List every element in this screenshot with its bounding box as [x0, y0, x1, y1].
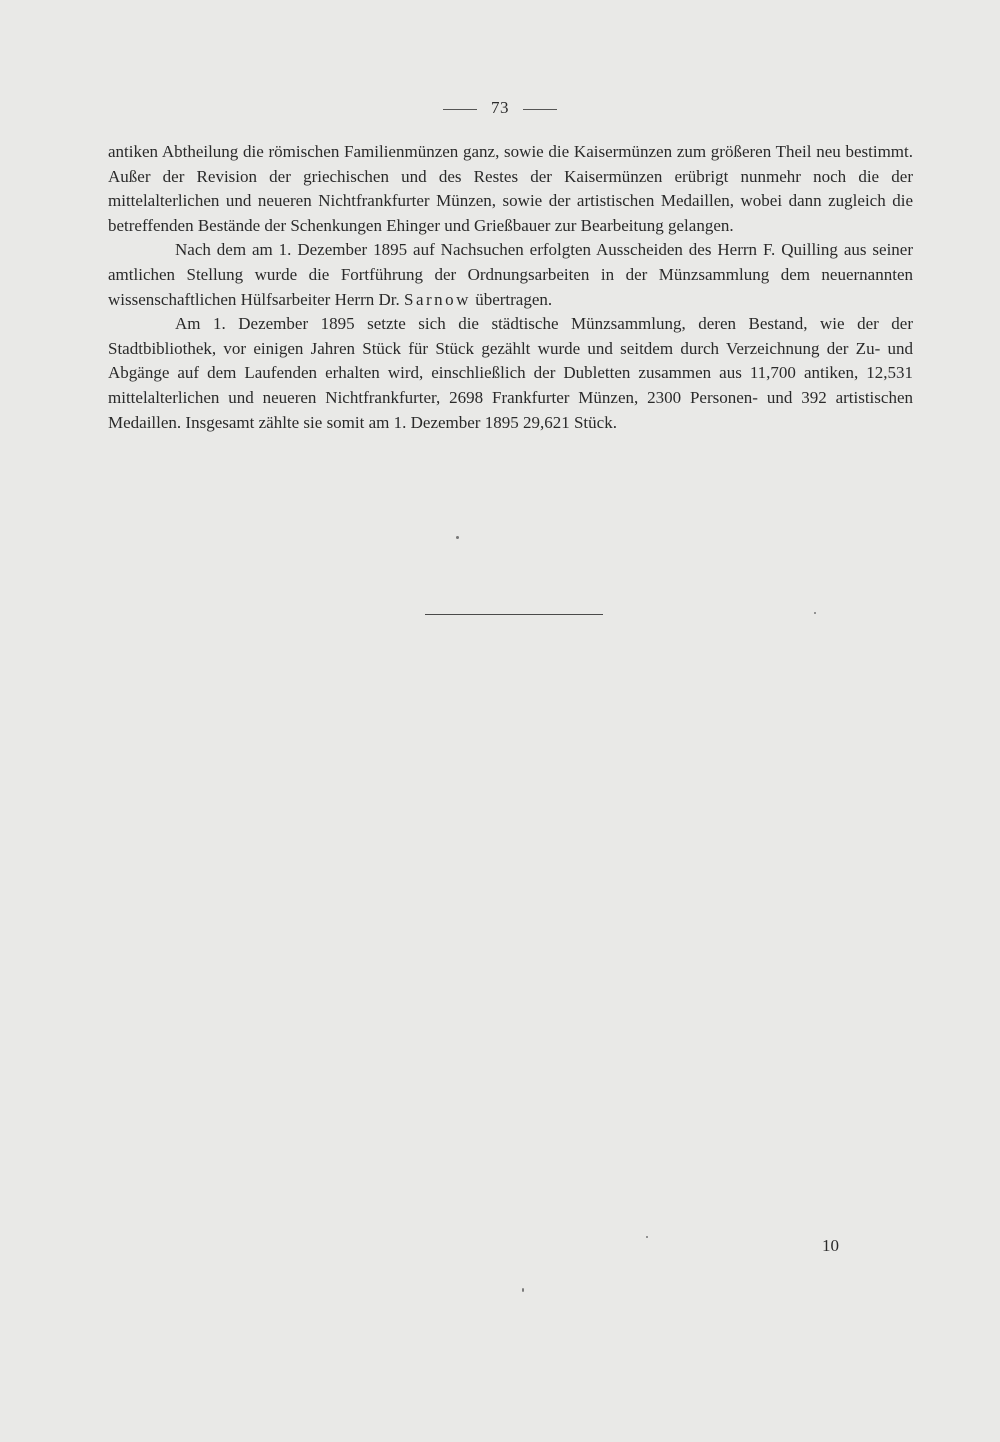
print-speck	[522, 1288, 524, 1292]
paragraph-1	[108, 140, 913, 238]
paragraph-2-text-end: übertragen.	[470, 289, 553, 309]
header-rule-left	[443, 109, 477, 110]
paragraph-1-text: antiken Abtheilung die römischen Familienmünzen ganz, sowie die Kaisermünzen zum größeren Theil neu bestimmt. Außer der Revision der griechischen und des Restes der Kaisermünzen erübrigt nunmehr noch die der mittelalterlichen und neueren Nichtfrankfurter Münzen, sowie der artistischen Medaillen, wobei dann zugleich die betreffenden Bestände der Schenkungen Ehinger und Grießbauer zur Bearbeitung gelangen.	[108, 142, 913, 235]
print-speck	[456, 536, 459, 539]
print-speck	[814, 612, 816, 614]
paragraph-3	[108, 312, 913, 435]
header-rule-right	[523, 109, 557, 110]
section-end-rule	[425, 614, 603, 615]
body-text	[108, 140, 913, 435]
paragraph-3-text: Am 1. Dezember 1895 setzte sich die städtische Münzsammlung, deren Bestand, wie der der Stadtbibliothek, vor einigen Jahren Stück für Stück gezählt wurde und seitdem durch Verzeichnung der Zu- und Abgänge auf dem Laufenden erhalten wird, einschließlich der Dubletten zusammen aus 11,700 antiken, 12,531 mittelalterlichen und neueren Nichtfrankfurter, 2698 Frankfurter Münzen, 2300 Personen- und 392 artistischen Medaillen. Insgesamt zählte sie somit am 1. Dezember 1895 29,621 Stück.	[108, 314, 913, 432]
paragraph-2	[108, 238, 913, 312]
person-name-sarnow: Sarnow	[403, 289, 471, 309]
paragraph-2-text-start: Nach dem am 1. Dezember 1895 auf Nachsuchen erfolgten Ausscheiden des Herrn F. Quilling aus seiner amtlichen Stellung wurde die Fortführung der Ordnungsarbeiten in der Münzsammlung dem neuernannten wissenschaftlichen Hülfsarbeiter Herrn Dr.	[108, 240, 913, 309]
signature-mark: 10	[822, 1236, 839, 1255]
page-header	[0, 98, 1000, 118]
page-number: 73	[491, 98, 509, 117]
print-speck	[646, 1236, 648, 1238]
